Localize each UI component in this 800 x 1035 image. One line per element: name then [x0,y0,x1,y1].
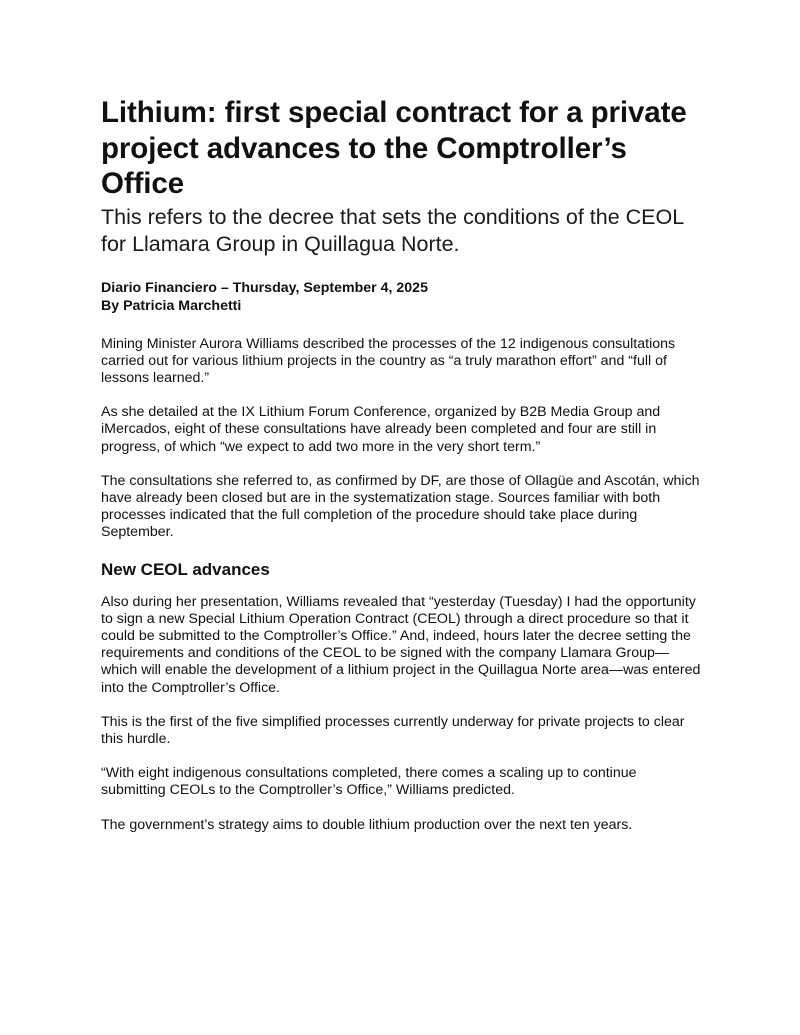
body-paragraph: Also during her presentation, Williams revealed that “yesterday (Tuesday) I had the opportunity to sign a new Special Lithium Operation Contract (CEOL) through a direct procedure so that it could be submitted to the Comptroller’s Office.” And, indeed, hours later the decree setting the requirements and conditions of the CEOL to be signed with the company Llamara Group—which will enable the development of a lithium project in the Quillagua Norte area—was entered into the Comptroller’s Office. [101,593,701,696]
body-paragraph: The government’s strategy aims to double lithium production over the next ten years. [101,816,633,833]
article-subheadline: This refers to the decree that sets the conditions of the CEOL for Llamara Group in Quillagua Norte. [101,204,684,256]
body-paragraph: This is the first of the five simplified processes currently underway for private projects to clear this hurdle. [101,713,685,747]
body-paragraph: “With eight indigenous consultations completed, there comes a scaling up to continue submitting CEOLs to the Comptroller’s Office,” Williams predicted. [101,765,637,799]
source-line: Diario Financiero – Thursday, September 4, 2025 [101,279,428,296]
article-body [101,336,701,834]
body-paragraph: Mining Minister Aurora Williams described the processes of the 12 indigenous consultations carried out for various lithium projects in the country as “a truly marathon effort” and “full of lessons learned.” [101,335,676,386]
body-paragraph: As she detailed at the IX Lithium Forum Conference, organized by B2B Media Group and iMercados, eight of these consultations have already been completed and four are still in progress, of which “we expect to add two more in the very short term.” [101,404,661,455]
article [101,95,701,851]
section-new-ceol [101,559,701,834]
section-heading: New CEOL advances [101,559,270,579]
byline: By Patricia Marchetti [101,297,242,314]
body-paragraph: The consultations she referred to, as confirmed by DF, are those of Ollagüe and Ascotán, which have already been closed but are in the systematization stage. Sources familiar with both processes indicated that the full completion of the procedure should take place during September. [101,472,700,541]
article-meta [101,279,701,315]
article-headline: Lithium: first special contract for a private project advances to the Comptroller’s Office [101,96,687,200]
